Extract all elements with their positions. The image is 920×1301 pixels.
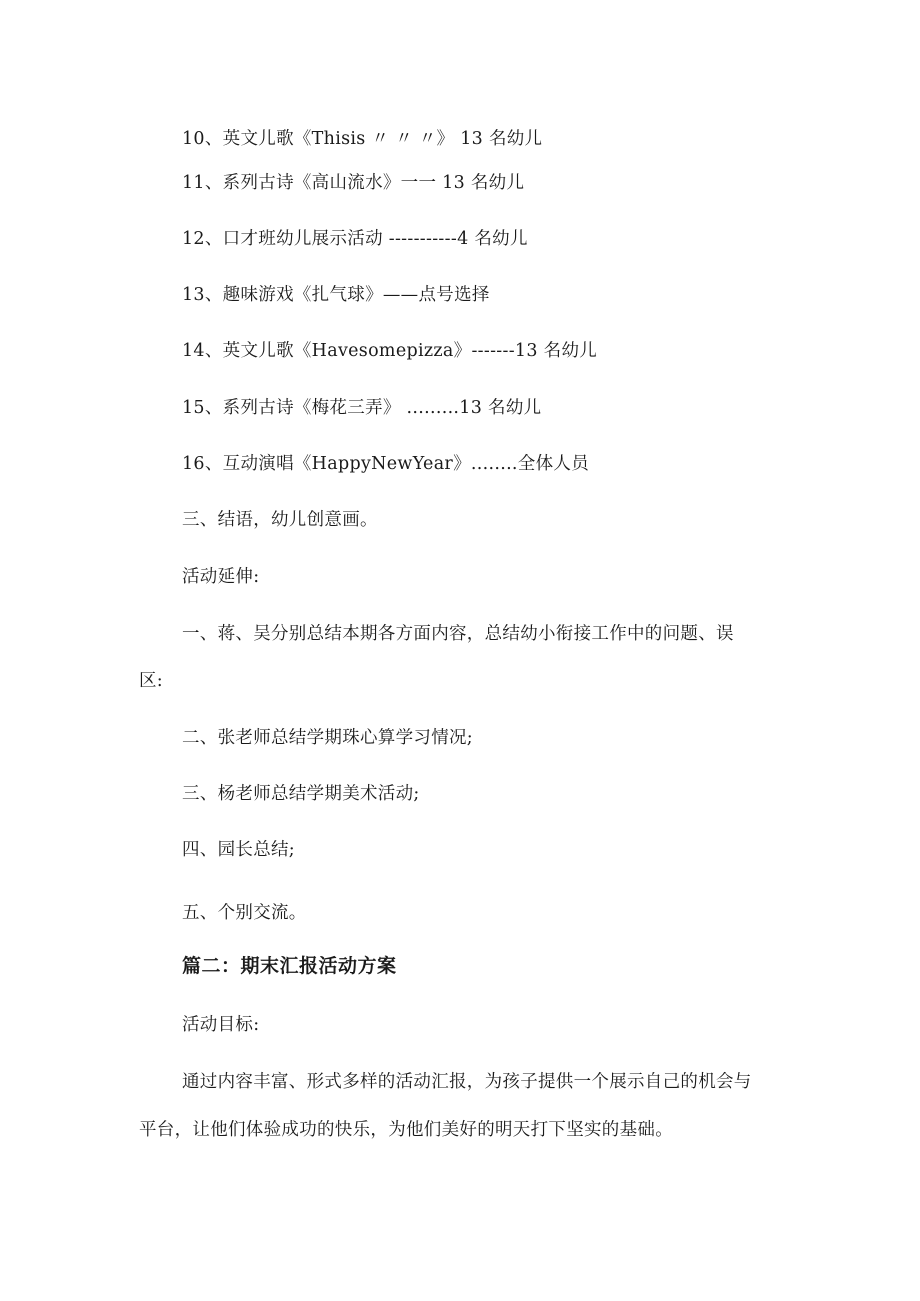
extension-item-3: 三、杨老师总结学期美术活动; bbox=[182, 784, 420, 804]
program-item-10: 10、英文儿歌《Thisis 〃 〃 〃》 13 名幼儿 bbox=[182, 129, 543, 149]
goal-title: 活动目标: bbox=[182, 1015, 260, 1035]
extension-item-2: 二、张老师总结学期珠心算学习情况; bbox=[182, 728, 473, 748]
program-item-13: 13、趣味游戏《扎气球》——点号选择 bbox=[182, 285, 490, 305]
program-item-15: 15、系列古诗《梅花三弄》 .........13 名幼儿 bbox=[182, 398, 542, 418]
extension-item-5: 五、个别交流。 bbox=[182, 903, 307, 923]
program-item-12: 12、口才班幼儿展示活动 -----------4 名幼儿 bbox=[182, 229, 528, 249]
section-2-heading: 篇二：期末汇报活动方案 bbox=[182, 955, 397, 977]
program-item-16: 16、互动演唱《HappyNewYear》........全体人员 bbox=[182, 454, 589, 474]
goal-text-line-1: 通过内容丰富、形式多样的活动汇报，为孩子提供一个展示自己的机会与 bbox=[182, 1072, 752, 1092]
closing-line: 三、结语，幼儿创意画。 bbox=[182, 510, 378, 530]
program-item-14: 14、英文儿歌《Havesomepizza》-------13 名幼儿 bbox=[182, 341, 598, 361]
goal-text-line-2: 平台，让他们体验成功的快乐，为他们美好的明天打下坚实的基础。 bbox=[139, 1120, 673, 1140]
extension-title: 活动延伸: bbox=[182, 567, 260, 587]
extension-item-1-line-2: 区: bbox=[139, 671, 163, 691]
extension-item-1-line-1: 一、蒋、吴分别总结本期各方面内容，总结幼小衔接工作中的问题、误 bbox=[182, 624, 734, 644]
program-item-11: 11、系列古诗《高山流水》一一 13 名幼儿 bbox=[182, 173, 525, 193]
extension-item-4: 四、园长总结; bbox=[182, 840, 295, 860]
